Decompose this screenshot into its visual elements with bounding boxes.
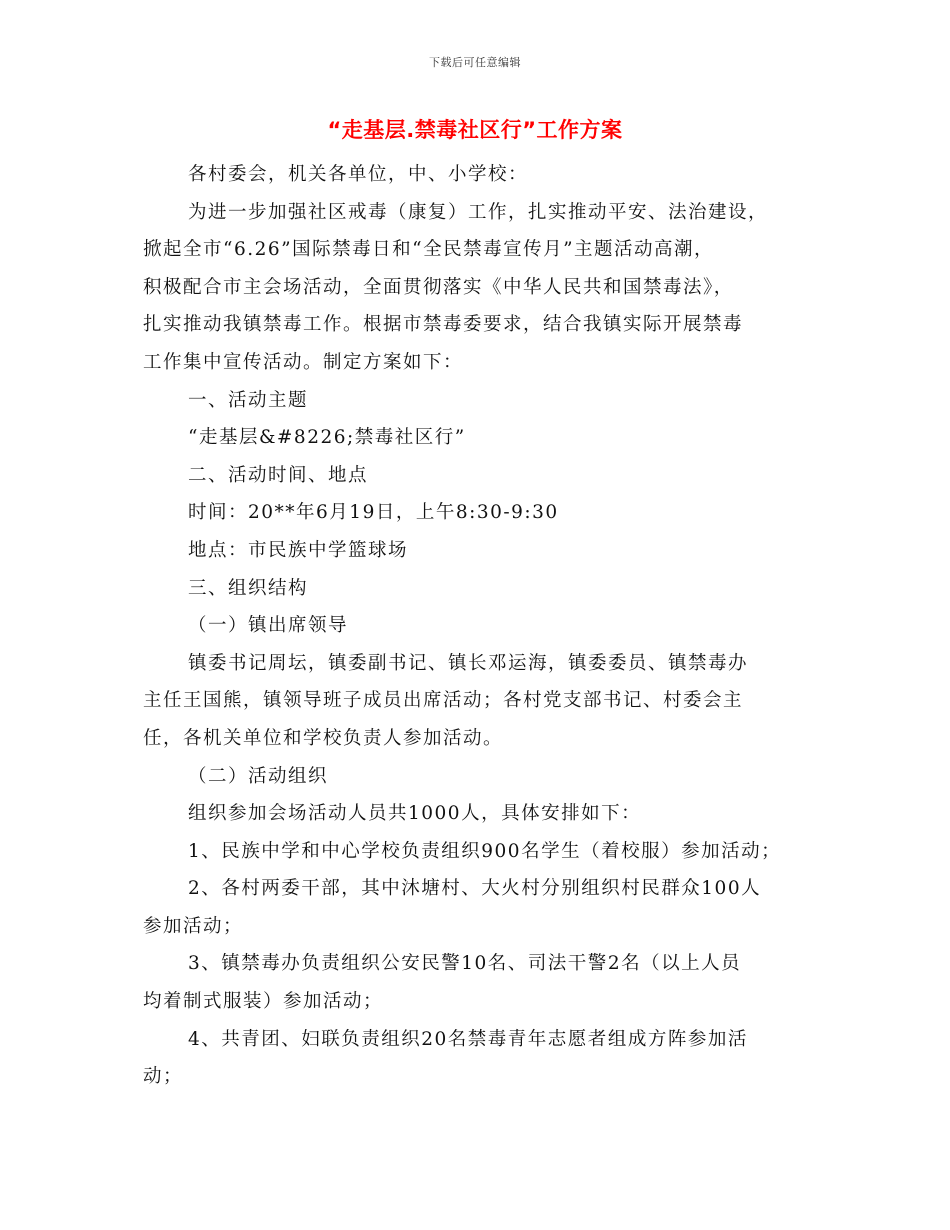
body-line: 积极配合市主会场活动，全面贯彻落实《中华人民共和国禁毒法》， (143, 276, 734, 298)
body-line: 参加活动； (143, 915, 244, 937)
document-body (143, 156, 823, 1096)
body-line: 掀起全市“6.26”国际禁毒日和“全民禁毒宣传月”主题活动高潮， (143, 239, 715, 261)
list-item: 4、共青团、妇联负责组织20名禁毒青年志愿者组成方阵参加活 (188, 1028, 748, 1050)
body-line: 任，各机关单位和学校负责人参加活动。 (143, 727, 504, 749)
body-line: 工作集中宣传活动。制定方案如下： (143, 351, 464, 373)
list-item: 2、各村两委干部，其中沐塘村、大火村分别组织村民群众100人 (188, 878, 762, 900)
section-heading: 二、活动时间、地点 (188, 464, 369, 486)
body-line: 动； (143, 1066, 184, 1088)
body-line: 为进一步加强社区戒毒（康复）工作，扎实推动平安、法治建设， (188, 201, 769, 223)
header-note: 下载后可任意编辑 (429, 56, 521, 69)
list-item: 3、镇禁毒办负责组织公安民警10名、司法干警2名（以上人员 (188, 953, 742, 975)
body-line: 地点：市民族中学篮球场 (188, 539, 409, 561)
body-line: 主任王国熊，镇领导班子成员出席活动；各村党支部书记、村委会主 (143, 690, 744, 712)
body-line: 均着制式服装）参加活动； (143, 991, 384, 1013)
subsection-heading: （二）活动组织 (188, 765, 329, 787)
list-item: 1、民族中学和中心学校负责组织900名学生（着校服）参加活动； (188, 840, 782, 862)
body-line: “走基层&#8226;禁毒社区行” (188, 427, 466, 449)
body-line: 镇委书记周坛，镇委副书记、镇长邓运海，镇委委员、镇禁毒办 (188, 652, 749, 674)
document-title: “走基层.禁毒社区行”工作方案 (327, 118, 623, 142)
subsection-heading: （一）镇出席领导 (188, 615, 349, 637)
body-line: 扎实推动我镇禁毒工作。根据市禁毒委要求，结合我镇实际开展禁毒 (143, 314, 744, 336)
section-heading: 一、活动主题 (188, 389, 309, 411)
body-line: 时间：20**年6月19日，上午8:30-9:30 (188, 502, 559, 524)
section-heading: 三、组织结构 (188, 577, 309, 599)
body-line: 组织参加会场活动人员共1000人，具体安排如下： (188, 803, 642, 825)
body-line: 各村委会，机关各单位，中、小学校： (188, 164, 529, 185)
